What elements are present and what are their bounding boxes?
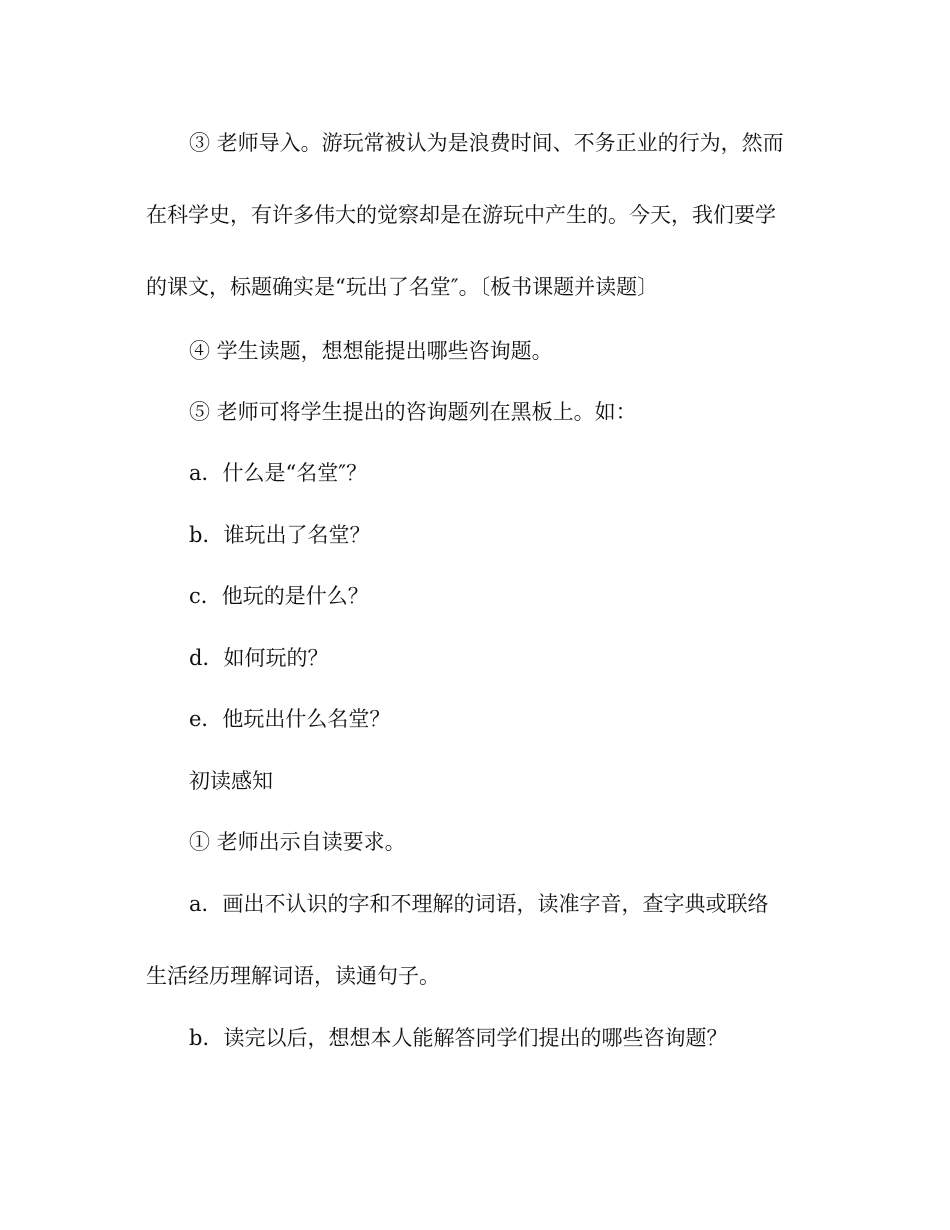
paragraph-teacher-list-questions: ⑤ 老师可将学生提出的咨询题列在黑板上。如： <box>189 400 637 424</box>
paragraph-teacher-intro-line-2: 在科学史，有许多伟大的觉察却是在游玩中产生的。今天，我们要学 <box>146 203 776 227</box>
requirement-item-b: b．读完以后，想想本人能解答同学们提出的哪些咨询题？ <box>189 1026 728 1050</box>
requirement-item-a-line-2: 生活经历理解词语，读通句子。 <box>146 964 440 988</box>
paragraph-teacher-intro-line-3: 的课文，标题确实是“玩出了名堂″。〔板书课题并读题〕 <box>146 275 659 299</box>
section-heading-first-reading: 初读感知 <box>189 769 273 793</box>
paragraph-teacher-intro-line-1: ③ 老师导入。游玩常被认为是浪费时间、不务正业的行为，然而 <box>189 131 784 155</box>
question-item-b: b．谁玩出了名堂？ <box>189 523 371 547</box>
paragraph-teacher-show-requirements: ① 老师出示自读要求。 <box>189 830 406 854</box>
question-item-d: d．如何玩的？ <box>189 646 329 670</box>
paragraph-students-read-title: ④ 学生读题，想想能提出哪些咨询题。 <box>189 339 553 363</box>
question-item-a: a．什么是“名堂″？ <box>189 461 368 485</box>
question-item-c: c．他玩的是什么？ <box>189 584 369 608</box>
requirement-item-a-line-1: a．画出不认识的字和不理解的词语，读准字音，查字典或联络 <box>189 892 769 916</box>
question-item-e: e．他玩出什么名堂？ <box>189 707 391 731</box>
